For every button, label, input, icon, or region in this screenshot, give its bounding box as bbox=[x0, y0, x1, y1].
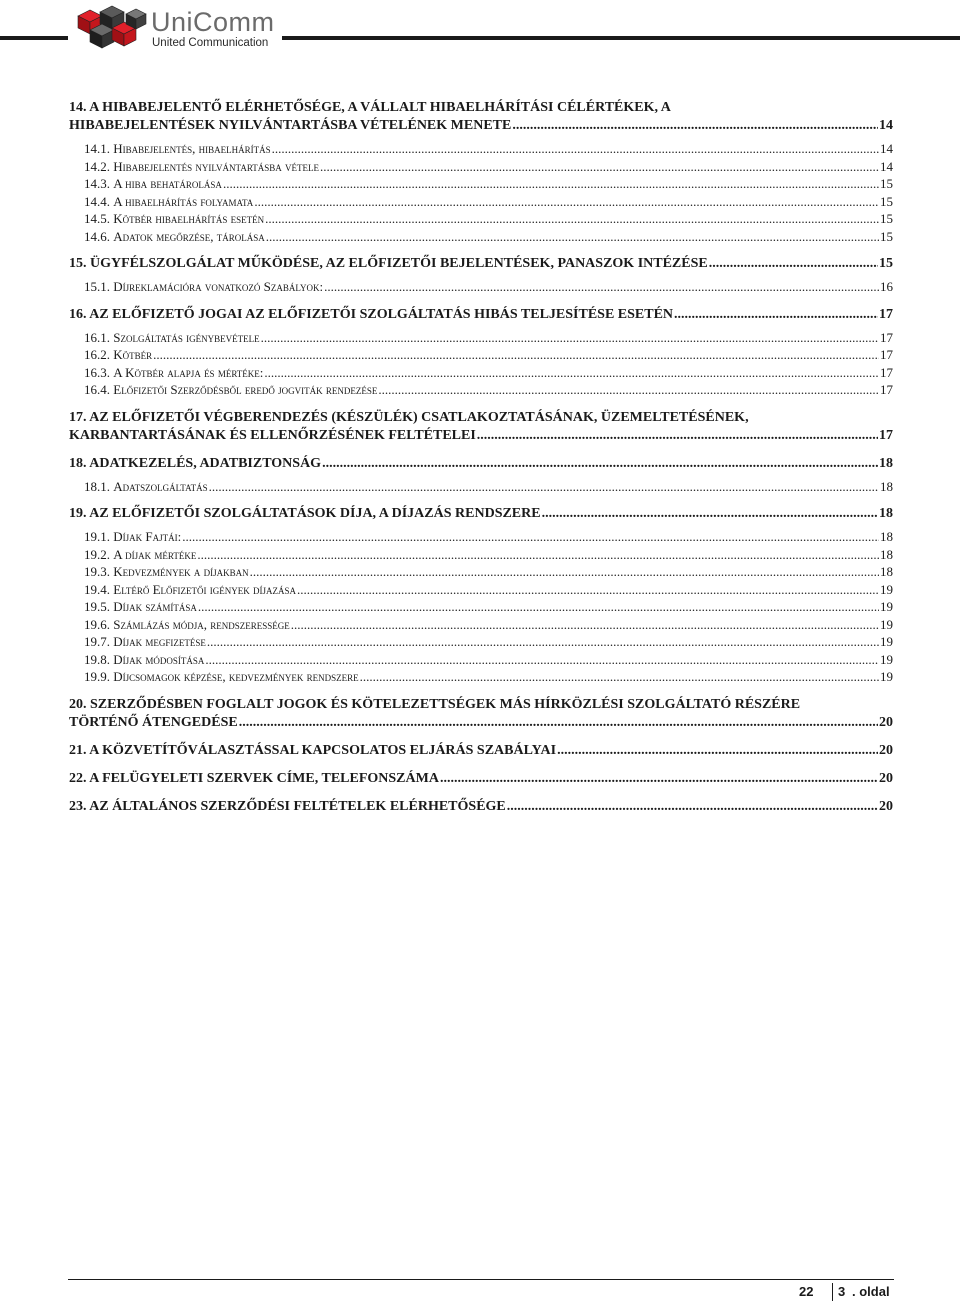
toc-section-number: 14.1. bbox=[84, 141, 110, 156]
logo-tagline: United Communication bbox=[152, 37, 269, 49]
table-of-contents bbox=[69, 99, 893, 816]
toc-section-number: 16.2. bbox=[84, 347, 110, 362]
toc-chapter-entry[interactable] bbox=[69, 99, 893, 135]
toc-page-number: 15 bbox=[880, 193, 893, 209]
toc-section-title: Hibabejelentés nyilvántartásba vétele bbox=[113, 158, 320, 174]
toc-section-title: Adatok megőrzése, tárolása bbox=[113, 228, 265, 244]
toc-leader-dots bbox=[239, 714, 878, 732]
toc-section-title: A hibaelhárítás folyamata bbox=[113, 193, 254, 209]
toc-section-entry[interactable] bbox=[69, 193, 893, 211]
toc-leader-dots bbox=[205, 651, 879, 669]
toc-entry-title: 15. ÜGYFÉLSZOLGÁLAT MŰKÖDÉSE, AZ ELŐFIZETŐI BEJELENTÉSEK, PANASZOK INTÉZÉSE bbox=[69, 256, 708, 271]
toc-entry-title bbox=[84, 633, 206, 651]
toc-section-entry[interactable] bbox=[69, 598, 893, 616]
toc-page-number: 18 bbox=[879, 455, 893, 471]
toc-chapter-entry[interactable] bbox=[69, 696, 893, 732]
toc-entry-title bbox=[84, 193, 253, 211]
toc-section-entry[interactable] bbox=[69, 140, 893, 158]
toc-page-number: 19 bbox=[880, 599, 893, 614]
toc-entry-title bbox=[84, 546, 196, 564]
toc-page-number: 17 bbox=[880, 382, 893, 397]
toc-leader-dots bbox=[223, 175, 879, 193]
toc-entry-title: 17. AZ ELŐFIZETŐI VÉGBERENDEZÉS (KÉSZÜLÉK) CSATLAKOZTATÁSÁNAK, ÜZEMELTETÉSÉNEK, bbox=[69, 409, 749, 425]
toc-section-number: 19.9. bbox=[84, 669, 110, 684]
toc-section-title: A Kötbér alapja és mértéke: bbox=[113, 364, 264, 380]
toc-page-number: 17 bbox=[879, 306, 893, 322]
toc-leader-dots bbox=[542, 505, 878, 523]
toc-page-number: 14 bbox=[880, 158, 893, 174]
toc-section-title: Adatszolgáltatás bbox=[113, 478, 208, 494]
toc-page-number: 20 bbox=[879, 798, 893, 814]
toc-section-number: 15.1. bbox=[84, 279, 110, 294]
toc-section-number: 14.2. bbox=[84, 158, 110, 174]
toc-page-number: 14 bbox=[879, 118, 893, 133]
toc-section-title: Díjak számítása bbox=[113, 599, 197, 614]
toc-section-title: A díjak mértéke bbox=[113, 546, 197, 562]
toc-section-number: 19.2. bbox=[84, 546, 110, 562]
toc-leader-dots bbox=[512, 117, 878, 135]
toc-page-number: 20 bbox=[879, 714, 893, 730]
toc-section-entry[interactable] bbox=[69, 175, 893, 193]
toc-leader-dots bbox=[209, 478, 879, 496]
toc-entry-title bbox=[84, 381, 377, 399]
toc-page-number: 15 bbox=[879, 256, 893, 271]
toc-leader-dots bbox=[320, 158, 879, 176]
footer-separator bbox=[832, 1283, 833, 1301]
footer-page-label: . oldal bbox=[852, 1284, 890, 1299]
toc-entry-title-continued: KARBANTARTÁSÁNAK ÉS ELLENŐRZÉSÉNEK FELTÉTELEI bbox=[69, 427, 476, 443]
toc-entry-title: 16. AZ ELŐFIZETŐ JOGAI AZ ELŐFIZETŐI SZOLGÁLTATÁS HIBÁS TELJESÍTÉSE ESETÉN bbox=[69, 306, 674, 322]
toc-page-number: 18 bbox=[880, 478, 893, 494]
toc-leader-dots bbox=[272, 140, 879, 158]
toc-leader-dots bbox=[291, 616, 879, 634]
toc-section-title: Díjcsomagok képzése, kedvezmények rendszere bbox=[113, 669, 359, 684]
toc-leader-dots bbox=[182, 528, 879, 546]
toc-leader-dots bbox=[197, 546, 879, 564]
toc-section-number: 19.7. bbox=[84, 634, 110, 649]
toc-page-number: 18 bbox=[880, 546, 893, 562]
toc-leader-dots bbox=[254, 193, 879, 211]
toc-page-number: 18 bbox=[879, 506, 893, 521]
toc-entry-title: 18. ADATKEZELÉS, ADATBIZTONSÁG bbox=[69, 455, 322, 471]
toc-entry-title bbox=[84, 616, 290, 634]
toc-entry-title: 14. A HIBABEJELENTŐ ELÉRHETŐSÉGE, A VÁLLALT HIBAELHÁRÍTÁSI CÉLÉRTÉKEK, A bbox=[69, 100, 671, 115]
toc-page-number: 19 bbox=[880, 581, 893, 597]
toc-section-entry[interactable] bbox=[69, 364, 893, 382]
toc-leader-dots bbox=[265, 210, 879, 228]
toc-section-number: 19.5. bbox=[84, 599, 110, 614]
toc-page-number: 18 bbox=[880, 564, 893, 579]
toc-section-number: 19.1. bbox=[84, 529, 110, 544]
toc-entry-title bbox=[84, 651, 204, 669]
toc-leader-dots bbox=[297, 581, 879, 599]
toc-chapter-entry[interactable] bbox=[69, 742, 893, 760]
toc-leader-dots bbox=[477, 427, 878, 445]
toc-leader-dots bbox=[507, 798, 878, 816]
footer-left-number: 22 bbox=[799, 1284, 814, 1299]
toc-entry-title-continued: HIBABEJELENTÉSEK NYILVÁNTARTÁSBA VÉTELÉNEK MENETE bbox=[69, 118, 512, 133]
toc-page-number: 19 bbox=[880, 669, 893, 684]
toc-entry-title bbox=[84, 346, 152, 364]
toc-page-number: 17 bbox=[880, 329, 893, 345]
toc-leader-dots bbox=[261, 329, 879, 347]
cubes-logo-icon bbox=[70, 2, 150, 56]
toc-section-entry[interactable] bbox=[69, 581, 893, 599]
toc-section-number: 18.1. bbox=[84, 478, 110, 494]
toc-section-title: Szolgáltatás igénybevétele bbox=[113, 329, 260, 345]
toc-section-number: 16.4. bbox=[84, 382, 110, 397]
toc-leader-dots bbox=[153, 346, 879, 364]
toc-page-number: 15 bbox=[880, 176, 893, 191]
toc-page-number: 15 bbox=[880, 228, 893, 244]
toc-section-title: Kötbér hibaelhárítás esetén bbox=[113, 211, 265, 226]
toc-leader-dots bbox=[378, 381, 879, 399]
toc-page-number: 17 bbox=[880, 364, 893, 380]
toc-section-number: 14.3. bbox=[84, 176, 110, 191]
toc-section-entry[interactable] bbox=[69, 158, 893, 176]
footer-page-number: 3 bbox=[838, 1284, 846, 1299]
toc-section-entry[interactable] bbox=[69, 346, 893, 364]
toc-entry-title bbox=[84, 581, 296, 599]
toc-page-number: 17 bbox=[880, 347, 893, 362]
toc-section-number: 14.6. bbox=[84, 228, 110, 244]
toc-leader-dots bbox=[266, 228, 879, 246]
toc-section-number: 19.6. bbox=[84, 616, 110, 632]
toc-section-entry[interactable] bbox=[69, 381, 893, 399]
toc-page-number: 14 bbox=[880, 141, 893, 156]
toc-entry-title bbox=[84, 329, 260, 347]
toc-leader-dots bbox=[207, 633, 879, 651]
toc-leader-dots bbox=[557, 742, 878, 760]
toc-section-number: 16.3. bbox=[84, 364, 110, 380]
toc-section-title: Előfizetői Szerződésből eredő jogviták rendezése bbox=[113, 382, 378, 397]
toc-section-title: Díjak megfizetése bbox=[113, 634, 206, 649]
toc-entry-title: 23. AZ ÁLTALÁNOS SZERZŐDÉSI FELTÉTELEK ELÉRHETŐSÉGE bbox=[69, 798, 506, 814]
toc-entry-title: 19. AZ ELŐFIZETŐI SZOLGÁLTATÁSOK DÍJA, A DÍJAZÁS RENDSZERE bbox=[69, 506, 541, 521]
toc-chapter-entry[interactable] bbox=[69, 306, 893, 324]
toc-entry-title bbox=[84, 668, 359, 686]
toc-page-number: 19 bbox=[880, 634, 893, 649]
toc-page-number: 19 bbox=[880, 616, 893, 632]
toc-entry-title bbox=[84, 228, 265, 246]
toc-page-number: 15 bbox=[880, 211, 893, 226]
toc-section-entry[interactable] bbox=[69, 616, 893, 634]
toc-leader-dots bbox=[264, 364, 879, 382]
toc-section-title: Díjak Fajtái: bbox=[113, 529, 182, 544]
toc-leader-dots bbox=[198, 598, 879, 616]
toc-section-entry[interactable] bbox=[69, 546, 893, 564]
toc-entry-title: 21. A KÖZVETÍTŐVÁLASZTÁSSAL KAPCSOLATOS ELJÁRÁS SZABÁLYAI bbox=[69, 742, 557, 758]
toc-leader-dots bbox=[322, 455, 878, 473]
toc-section-title: Számlázás módja, rendszeressége bbox=[113, 616, 290, 632]
toc-page-number: 19 bbox=[880, 651, 893, 667]
toc-entry-title bbox=[84, 175, 222, 193]
toc-section-entry[interactable] bbox=[69, 228, 893, 246]
toc-entry-title bbox=[84, 158, 319, 176]
toc-leader-dots bbox=[324, 278, 879, 296]
toc-page-number: 16 bbox=[880, 279, 893, 294]
toc-leader-dots bbox=[360, 668, 879, 686]
toc-section-entry[interactable] bbox=[69, 668, 893, 686]
toc-section-title: A hiba behatárolása bbox=[113, 176, 222, 191]
toc-section-title: Eltérő Előfizetői igények díjazása bbox=[113, 581, 297, 597]
company-logo bbox=[68, 2, 282, 56]
toc-entry-title bbox=[84, 210, 264, 228]
toc-section-number: 19.8. bbox=[84, 651, 110, 667]
toc-chapter-entry[interactable] bbox=[69, 255, 893, 273]
toc-section-number: 19.3. bbox=[84, 564, 110, 579]
toc-entry-title: 22. A FELÜGYELETI SZERVEK CÍME, TELEFONSZÁMA bbox=[69, 770, 439, 786]
toc-leader-dots bbox=[440, 770, 878, 788]
toc-section-title: Hibabejelentés, hibaelhárítás bbox=[113, 141, 271, 156]
toc-chapter-entry[interactable] bbox=[69, 455, 893, 473]
toc-section-title: Kedvezmények a díjakban bbox=[113, 564, 249, 579]
toc-section-number: 19.4. bbox=[84, 581, 110, 597]
toc-page-number: 20 bbox=[879, 742, 893, 758]
toc-chapter-entry[interactable] bbox=[69, 505, 893, 523]
page-header bbox=[0, 0, 960, 60]
toc-section-entry[interactable] bbox=[69, 528, 893, 546]
toc-section-number: 16.1. bbox=[84, 329, 110, 345]
toc-leader-dots bbox=[674, 306, 878, 324]
toc-chapter-entry[interactable] bbox=[69, 409, 893, 445]
toc-entry-title bbox=[84, 140, 271, 158]
toc-page-number: 20 bbox=[879, 770, 893, 786]
toc-entry-title bbox=[84, 528, 181, 546]
toc-chapter-entry[interactable] bbox=[69, 770, 893, 788]
logo-wordmark: UniComm bbox=[151, 7, 275, 37]
toc-section-entry[interactable] bbox=[69, 478, 893, 496]
toc-chapter-entry[interactable] bbox=[69, 798, 893, 816]
toc-section-number: 14.4. bbox=[84, 193, 110, 209]
toc-entry-title bbox=[84, 278, 323, 296]
toc-entry-title bbox=[84, 598, 197, 616]
toc-entry-title-continued: TÖRTÉNŐ ÁTENGEDÉSE bbox=[69, 714, 238, 730]
toc-section-entry[interactable] bbox=[69, 329, 893, 347]
toc-section-title: Kötbér bbox=[113, 347, 153, 362]
toc-entry-title bbox=[84, 563, 249, 581]
toc-entry-title bbox=[84, 364, 263, 382]
toc-section-entry[interactable] bbox=[69, 278, 893, 296]
toc-page-number: 18 bbox=[880, 529, 893, 544]
toc-section-number: 14.5. bbox=[84, 211, 110, 226]
toc-section-title: Díjak módosítása bbox=[113, 651, 205, 667]
toc-section-entry[interactable] bbox=[69, 210, 893, 228]
toc-section-entry[interactable] bbox=[69, 633, 893, 651]
toc-leader-dots bbox=[709, 255, 878, 273]
toc-entry-title bbox=[84, 478, 208, 496]
toc-leader-dots bbox=[250, 563, 879, 581]
footer-rule bbox=[68, 1279, 894, 1280]
toc-section-entry[interactable] bbox=[69, 651, 893, 669]
toc-section-title: Díjreklamációra vonatkozó Szabályok: bbox=[113, 279, 324, 294]
toc-entry-title: 20. SZERZŐDÉSBEN FOGLALT JOGOK ÉS KÖTELEZETTSÉGEK MÁS HÍRKÖZLÉSI SZOLGÁLTATÓ RÉSZÉRE bbox=[69, 696, 801, 712]
toc-section-entry[interactable] bbox=[69, 563, 893, 581]
toc-page-number: 17 bbox=[879, 427, 893, 443]
